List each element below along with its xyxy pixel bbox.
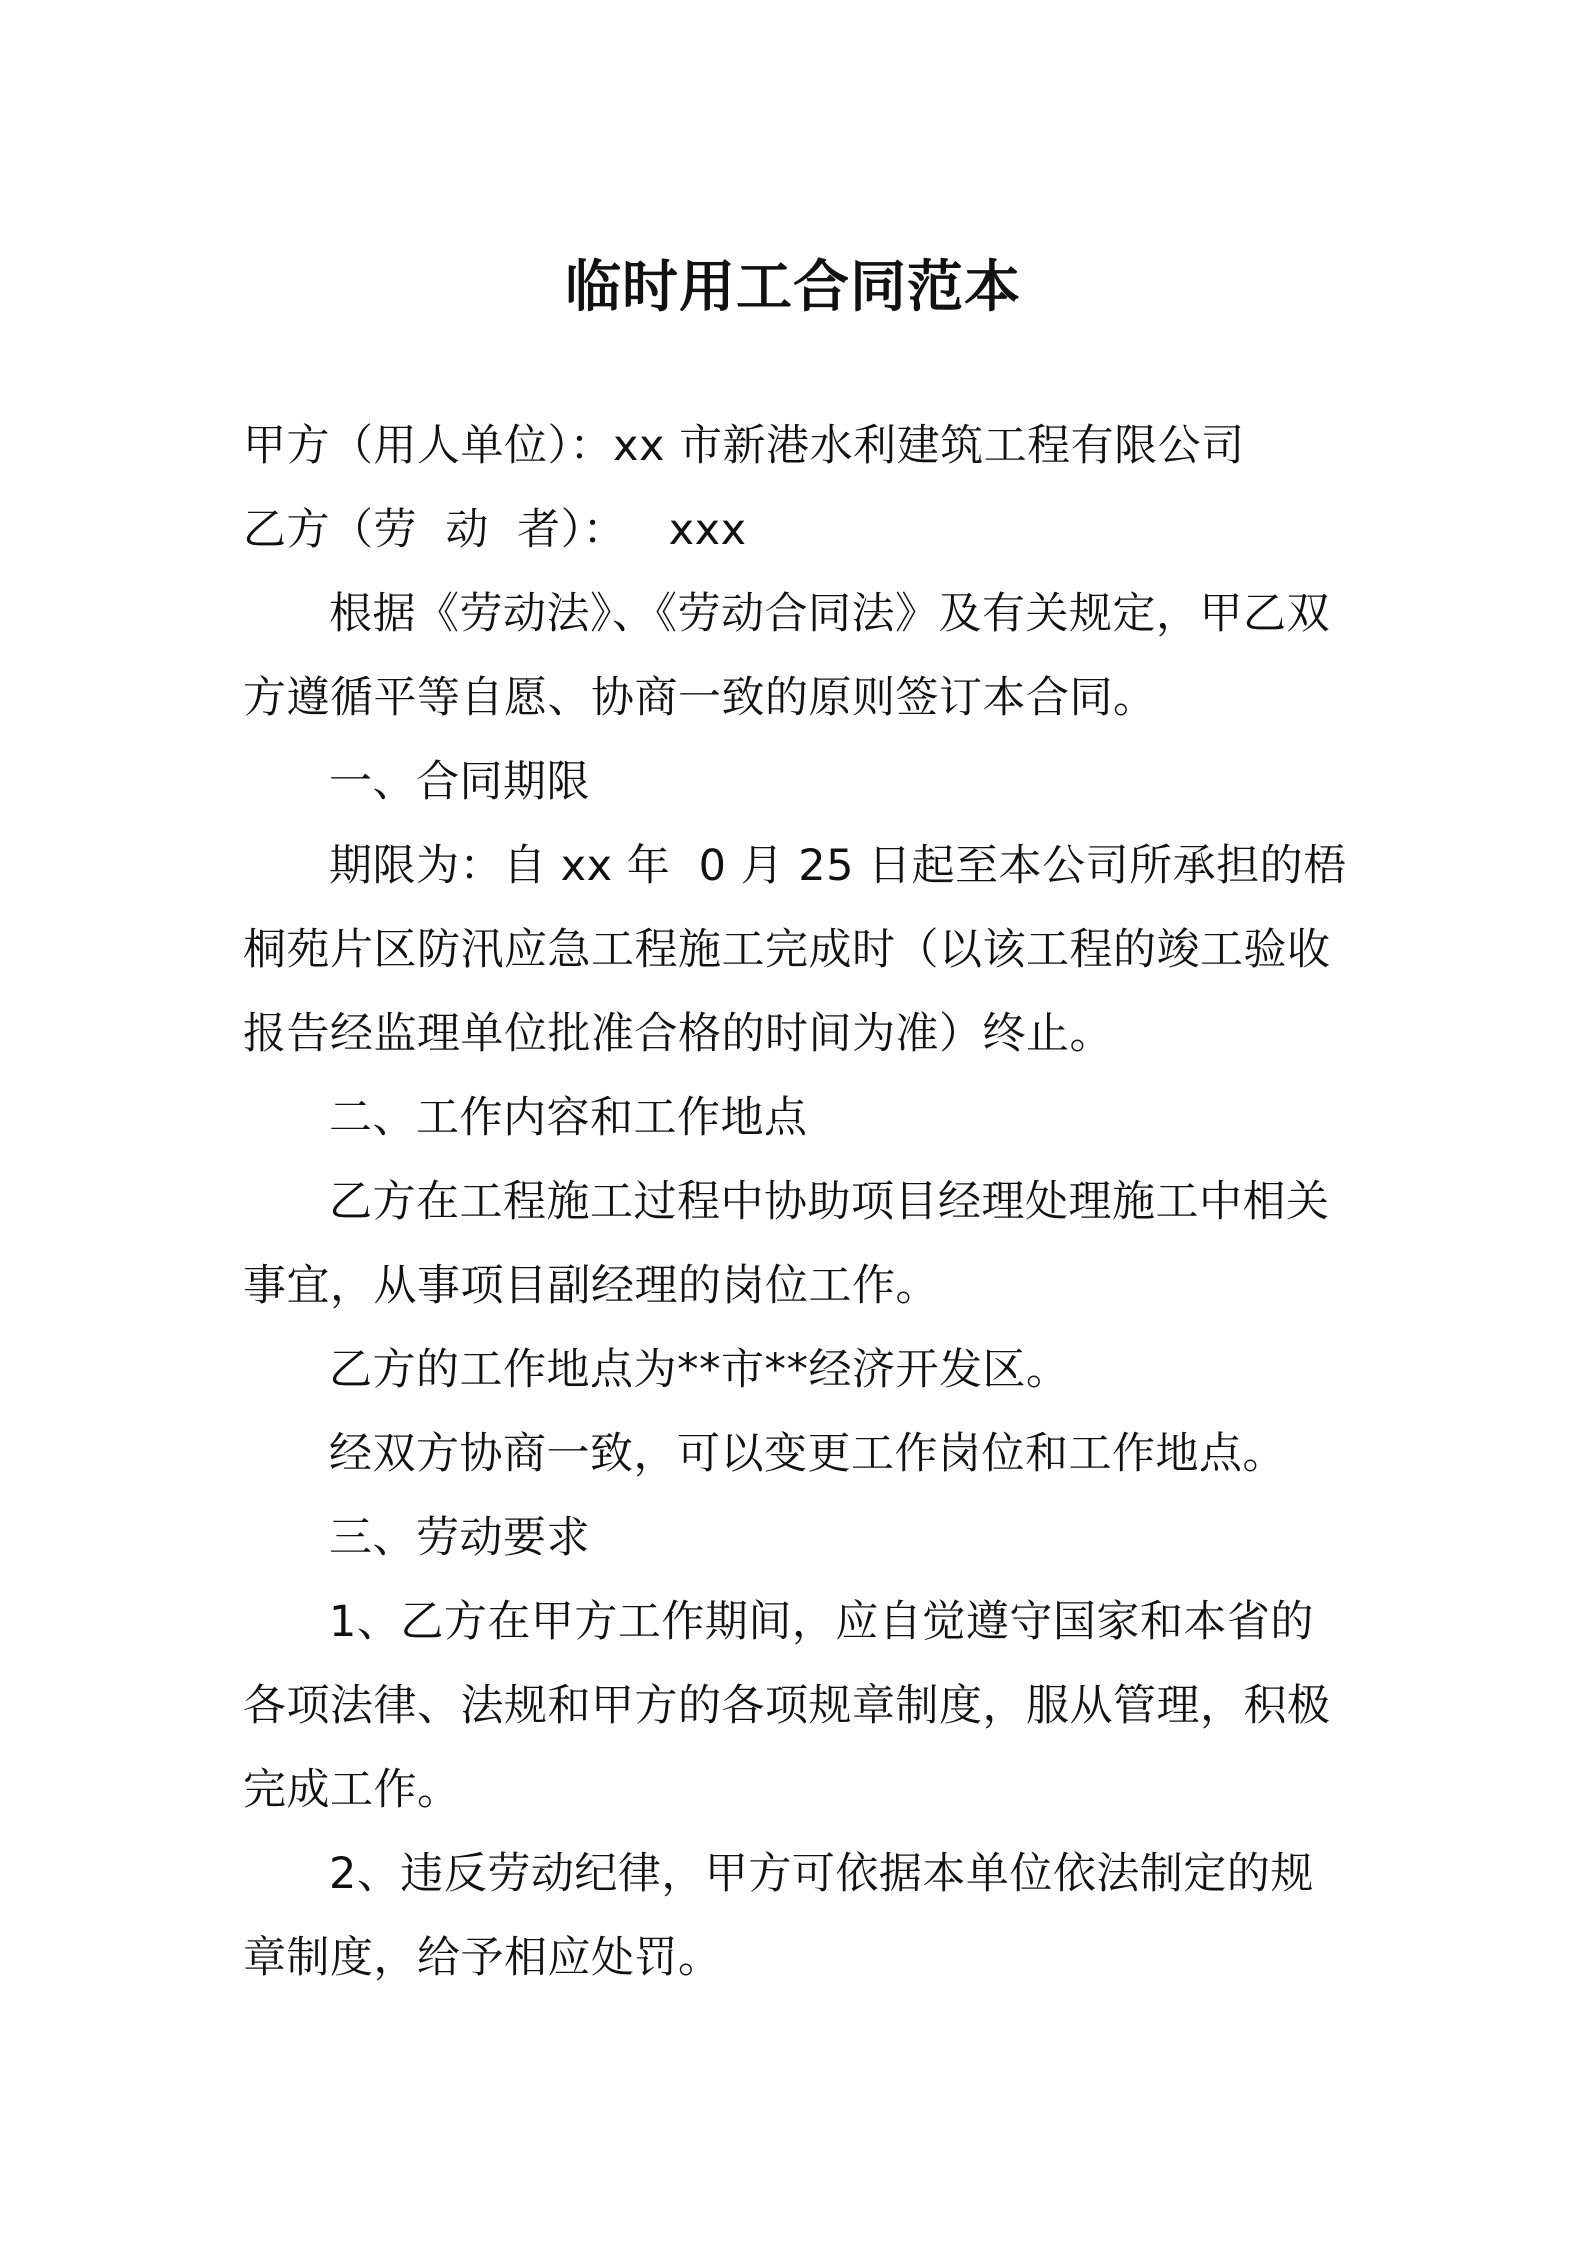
party-a-line: 甲方（用人单位）：xx 市新港水利建筑工程有限公司 [243,421,1245,471]
document-title: 临时用工合同范本 [565,255,1021,320]
section1-heading: 一、合同期限 [329,757,590,807]
section3-heading: 三、劳动要求 [329,1513,590,1563]
section2-body-1: 乙方在工程施工过程中协助项目经理处理施工中相关事宜，从事项目副经理的岗位工作。 [243,1177,1330,1311]
party-b-line: 乙方（劳 动 者）： xxx [243,505,747,555]
section3-item-2: 2、违反劳动纪律，甲方可依据本单位依法制定的规章制度，给予相应处罚。 [243,1849,1314,1983]
section2-body-2: 乙方的工作地点为**市**经济开发区。 [329,1345,1070,1395]
intro-paragraph: 根据《劳动法》、《劳动合同法》及有关规定，甲乙双方遵循平等自愿、协商一致的原则签订本合同。 [243,589,1330,723]
section2-heading: 二、工作内容和工作地点 [329,1093,808,1143]
section3-item-1: 1、乙方在甲方工作期间，应自觉遵守国家和本省的各项法律、法规和甲方的各项规章制度，服从管理，积极完成工作。 [243,1597,1331,1815]
section2-body-3: 经双方协商一致，可以变更工作岗位和工作地点。 [329,1429,1286,1479]
section1-body: 期限为：自 xx 年 0 月 25 日起至本公司所承担的梧桐苑片区防汛应急工程施工完成时（以该工程的竣工验收报告经监理单位批准合格的时间为准）终止。 [243,841,1347,1059]
